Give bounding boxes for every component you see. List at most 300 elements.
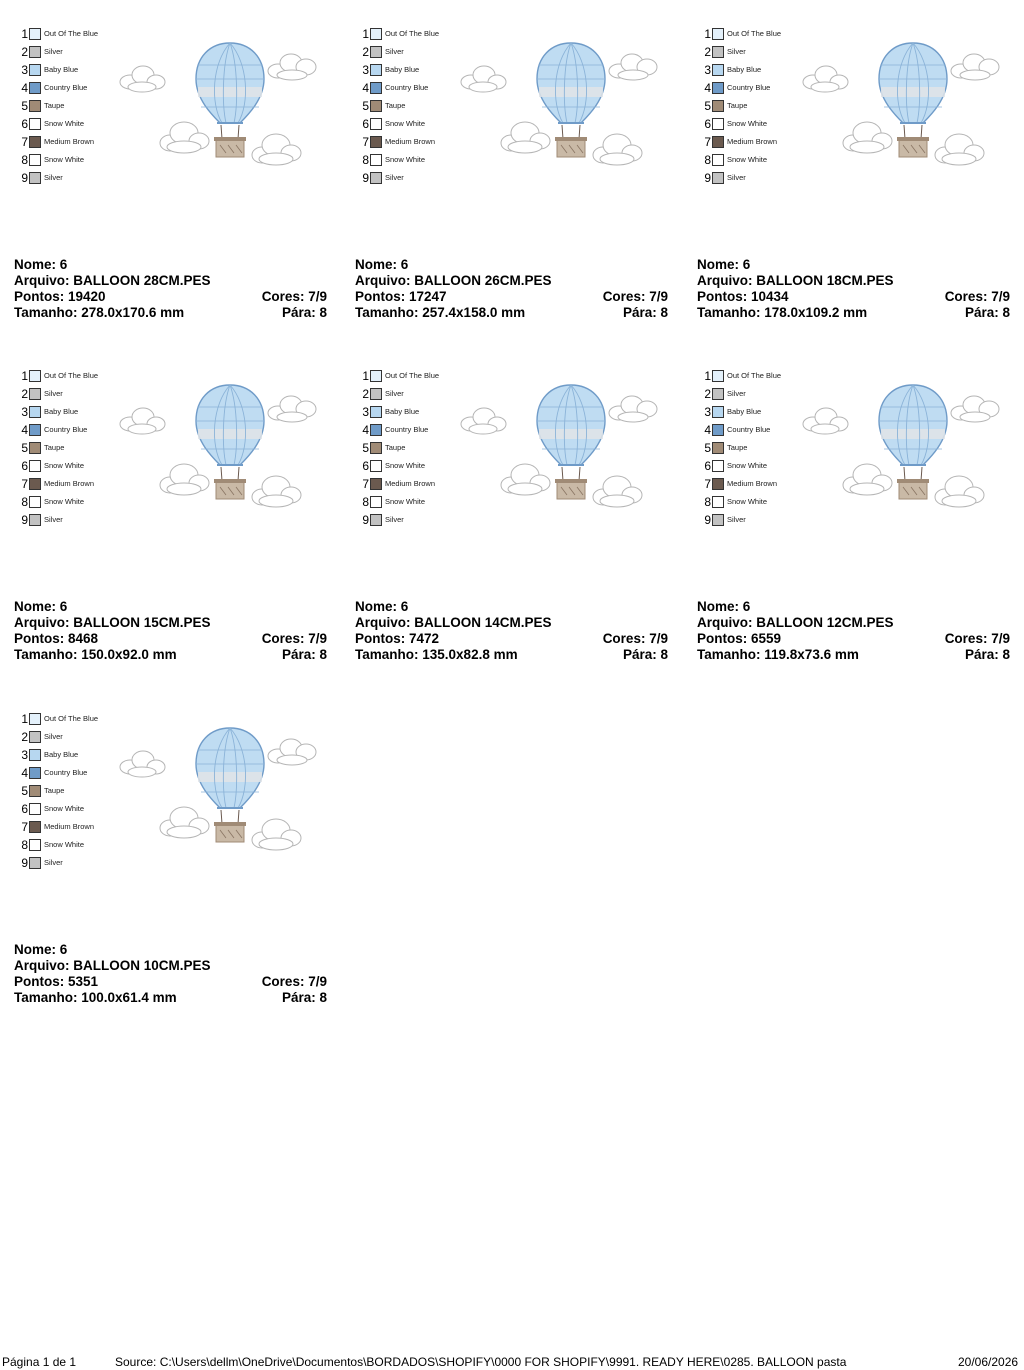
thread-color-name: Silver <box>727 389 746 398</box>
color-count-value: 7/9 <box>991 289 1010 304</box>
name-label: Nome: <box>697 257 740 272</box>
info-row-size <box>355 305 668 321</box>
balloon-basket <box>555 479 587 499</box>
thread-palette <box>14 367 98 529</box>
cloud-top-right <box>609 54 657 80</box>
palette-entry <box>355 511 439 529</box>
balloon-design-preview <box>459 377 659 512</box>
thread-color-name: Medium Brown <box>385 479 436 488</box>
colors-label: Cores: <box>261 289 305 304</box>
thread-color-name: Taupe <box>727 443 748 452</box>
balloon-ropes <box>900 465 926 481</box>
palette-entry-number: 3 <box>21 405 28 419</box>
design-card <box>355 0 675 335</box>
palette-entry <box>697 403 781 421</box>
palette-entry-number: 9 <box>21 513 28 527</box>
palette-entry <box>14 421 98 439</box>
palette-entry <box>697 133 781 151</box>
thread-color-name: Silver <box>44 858 63 867</box>
print-date: 20/06/2026 <box>958 1355 1019 1369</box>
thread-color-name: Country Blue <box>44 425 88 434</box>
palette-entry-number: 4 <box>362 423 369 437</box>
thread-color-swatch <box>29 424 41 436</box>
cloud-bottom-right <box>935 134 984 165</box>
info-row-file <box>697 273 1010 289</box>
design-size-value: 150.0x92.0 mm <box>81 647 177 662</box>
thread-color-name: Snow White <box>727 119 768 128</box>
cloud-top-right <box>609 396 657 422</box>
file-label: Arquivo: <box>355 615 411 630</box>
info-row-size <box>355 647 668 663</box>
cloud-bottom-right <box>252 476 301 507</box>
palette-entry-number: 9 <box>704 171 711 185</box>
palette-entry <box>14 61 98 79</box>
source-path: Source: C:\Users\dellm\OneDrive\Documentos\BORDADOS\SHOPIFY\0000 FOR SHOPIFY\9991. READY HERE\0285. BALLOON pasta <box>115 1355 847 1369</box>
size-label: Tamanho: <box>355 305 419 320</box>
stops-label: Pára: <box>281 305 316 320</box>
balloon-ropes <box>558 465 584 481</box>
palette-entry-number: 1 <box>21 369 28 383</box>
thread-color-name: Country Blue <box>44 83 88 92</box>
palette-entry-number: 8 <box>21 838 28 852</box>
palette-entry <box>697 493 781 511</box>
cloud-top-left <box>120 66 165 92</box>
palette-entry <box>14 25 98 43</box>
palette-entry <box>697 511 781 529</box>
thread-color-swatch <box>370 28 382 40</box>
info-row-file <box>355 273 668 289</box>
thread-color-swatch <box>29 46 41 58</box>
palette-entry-number: 2 <box>21 387 28 401</box>
thread-color-swatch <box>712 46 724 58</box>
palette-entry-number: 2 <box>21 730 28 744</box>
design-info <box>14 257 327 321</box>
info-row-stitches <box>14 289 327 305</box>
balloon-design-preview <box>801 377 1001 512</box>
palette-entry <box>697 385 781 403</box>
balloon-design-preview <box>801 35 1001 170</box>
name-label: Nome: <box>355 257 398 272</box>
palette-entry-number: 8 <box>704 495 711 509</box>
color-count-value: 7/9 <box>991 631 1010 646</box>
thread-color-name: Taupe <box>44 786 65 795</box>
thread-color-swatch <box>712 82 724 94</box>
thread-color-swatch <box>29 82 41 94</box>
cloud-top-right <box>268 396 316 422</box>
cloud-bottom-right <box>935 476 984 507</box>
thread-color-swatch <box>29 136 41 148</box>
thread-color-swatch <box>29 460 41 472</box>
cloud-top-left <box>461 408 506 434</box>
palette-entry <box>697 25 781 43</box>
balloon-basket <box>214 479 246 499</box>
thread-color-name: Out Of The Blue <box>385 371 440 380</box>
thread-color-name: Medium Brown <box>385 137 436 146</box>
palette-entry <box>355 25 439 43</box>
thread-color-name: Snow White <box>727 461 768 470</box>
balloon-ropes <box>217 808 243 824</box>
size-label: Tamanho: <box>355 647 419 662</box>
palette-entry-number: 8 <box>362 495 369 509</box>
thread-color-swatch <box>29 442 41 454</box>
file-name-value: BALLOON 10CM.PES <box>73 958 211 973</box>
design-size-value: 119.8x73.6 mm <box>764 647 859 662</box>
palette-entry <box>355 115 439 133</box>
cloud-bottom-left <box>160 122 209 153</box>
stitches-label: Pontos: <box>697 631 748 646</box>
stitch-count-value: 6559 <box>751 631 782 646</box>
colors-label: Cores: <box>944 631 988 646</box>
balloon-basket <box>897 137 929 157</box>
thread-color-name: Snow White <box>385 461 426 470</box>
palette-entry <box>14 169 98 187</box>
thread-color-name: Silver <box>727 47 746 56</box>
stop-count-value: 8 <box>319 990 327 1005</box>
palette-entry <box>14 79 98 97</box>
thread-color-swatch <box>370 154 382 166</box>
thread-color-swatch <box>370 442 382 454</box>
palette-entry <box>355 421 439 439</box>
thread-color-name: Snow White <box>385 119 426 128</box>
thread-color-swatch <box>712 478 724 490</box>
cloud-top-right <box>268 54 316 80</box>
palette-entry-number: 3 <box>362 405 369 419</box>
palette-entry-number: 4 <box>21 423 28 437</box>
design-info <box>697 257 1010 321</box>
palette-entry-number: 4 <box>704 81 711 95</box>
thread-color-swatch <box>712 424 724 436</box>
design-name-value: 6 <box>400 599 409 614</box>
palette-entry <box>14 385 98 403</box>
thread-color-swatch <box>712 136 724 148</box>
thread-color-name: Silver <box>727 173 746 182</box>
palette-entry-number: 5 <box>704 441 711 455</box>
stitches-label: Pontos: <box>14 631 65 646</box>
palette-entry-number: 9 <box>704 513 711 527</box>
stop-count-value: 8 <box>660 305 668 320</box>
colors-label: Cores: <box>944 289 988 304</box>
stops-label: Pára: <box>964 305 999 320</box>
thread-color-swatch <box>370 424 382 436</box>
palette-entry-number: 6 <box>362 117 369 131</box>
thread-color-swatch <box>712 100 724 112</box>
file-name-value: BALLOON 12CM.PES <box>756 615 894 630</box>
thread-color-name: Snow White <box>44 119 85 128</box>
thread-color-name: Out Of The Blue <box>44 29 99 38</box>
stitches-label: Pontos: <box>697 289 748 304</box>
palette-entry <box>697 367 781 385</box>
palette-entry <box>355 439 439 457</box>
thread-color-name: Out Of The Blue <box>727 371 782 380</box>
thread-color-name: Silver <box>44 389 63 398</box>
palette-entry-number: 8 <box>704 153 711 167</box>
balloon-ropes <box>558 123 584 139</box>
palette-entry <box>697 475 781 493</box>
palette-entry <box>355 385 439 403</box>
thread-color-name: Snow White <box>727 497 768 506</box>
design-card <box>14 342 334 677</box>
thread-color-swatch <box>712 28 724 40</box>
name-label: Nome: <box>14 942 57 957</box>
thread-color-swatch <box>29 803 41 815</box>
thread-color-swatch <box>370 82 382 94</box>
balloon-envelope <box>537 43 605 123</box>
thread-color-name: Silver <box>44 47 63 56</box>
file-name-value: BALLOON 26CM.PES <box>414 273 552 288</box>
palette-entry <box>697 151 781 169</box>
name-label: Nome: <box>697 599 740 614</box>
thread-color-name: Taupe <box>385 443 406 452</box>
thread-color-swatch <box>29 514 41 526</box>
info-row-size <box>697 647 1010 663</box>
palette-entry-number: 4 <box>362 81 369 95</box>
thread-color-name: Taupe <box>44 443 65 452</box>
palette-entry <box>355 133 439 151</box>
stitch-count-value: 7472 <box>409 631 440 646</box>
thread-color-swatch <box>29 406 41 418</box>
design-info <box>697 599 1010 663</box>
file-label: Arquivo: <box>355 273 411 288</box>
thread-color-swatch <box>29 821 41 833</box>
palette-entry <box>14 728 98 746</box>
thread-color-swatch <box>29 785 41 797</box>
size-label: Tamanho: <box>697 305 761 320</box>
info-row-size <box>14 647 327 663</box>
thread-color-swatch <box>29 731 41 743</box>
info-row-stitches <box>355 631 668 647</box>
balloon-basket <box>214 137 246 157</box>
thread-color-swatch <box>29 370 41 382</box>
balloon-envelope <box>879 385 947 465</box>
thread-color-name: Snow White <box>44 840 85 849</box>
thread-color-swatch <box>370 478 382 490</box>
thread-color-swatch <box>370 460 382 472</box>
palette-entry-number: 8 <box>362 153 369 167</box>
palette-entry <box>697 97 781 115</box>
colors-label: Cores: <box>602 289 646 304</box>
thread-color-name: Silver <box>44 173 63 182</box>
palette-entry <box>697 79 781 97</box>
colors-label: Cores: <box>602 631 646 646</box>
palette-entry-number: 1 <box>704 27 711 41</box>
palette-entry-number: 7 <box>362 135 369 149</box>
design-card <box>697 342 1017 677</box>
palette-entry-number: 1 <box>21 712 28 726</box>
cloud-bottom-left <box>160 464 209 495</box>
thread-color-name: Medium Brown <box>727 137 778 146</box>
design-info <box>355 599 668 663</box>
palette-entry-number: 2 <box>21 45 28 59</box>
design-info <box>355 257 668 321</box>
thread-color-name: Country Blue <box>385 425 429 434</box>
palette-entry-number: 1 <box>362 369 369 383</box>
stops-label: Pára: <box>281 990 316 1005</box>
color-count-value: 7/9 <box>308 974 327 989</box>
info-row-name <box>14 942 327 958</box>
file-name-value: BALLOON 14CM.PES <box>414 615 552 630</box>
name-label: Nome: <box>355 599 398 614</box>
cloud-top-left <box>461 66 506 92</box>
design-name-value: 6 <box>742 257 751 272</box>
design-name-value: 6 <box>59 257 68 272</box>
palette-entry <box>14 115 98 133</box>
palette-entry <box>355 403 439 421</box>
palette-entry <box>697 439 781 457</box>
file-name-value: BALLOON 15CM.PES <box>73 615 211 630</box>
palette-entry-number: 6 <box>21 802 28 816</box>
stitches-label: Pontos: <box>355 289 406 304</box>
palette-entry-number: 7 <box>704 477 711 491</box>
thread-color-name: Baby Blue <box>727 407 762 416</box>
balloon-ropes <box>217 123 243 139</box>
file-label: Arquivo: <box>14 615 70 630</box>
palette-entry <box>355 457 439 475</box>
thread-color-name: Snow White <box>385 497 426 506</box>
thread-color-swatch <box>29 857 41 869</box>
design-info <box>14 942 327 1006</box>
color-count-value: 7/9 <box>308 289 327 304</box>
palette-entry-number: 5 <box>21 784 28 798</box>
file-label: Arquivo: <box>14 958 70 973</box>
palette-entry <box>14 475 98 493</box>
palette-entry-number: 1 <box>704 369 711 383</box>
palette-entry-number: 3 <box>704 63 711 77</box>
stops-label: Pára: <box>964 647 999 662</box>
palette-entry-number: 6 <box>704 459 711 473</box>
balloon-envelope <box>879 43 947 123</box>
cloud-bottom-left <box>843 122 892 153</box>
palette-entry <box>14 511 98 529</box>
thread-color-swatch <box>370 118 382 130</box>
thread-color-swatch <box>712 406 724 418</box>
thread-color-name: Out Of The Blue <box>727 29 782 38</box>
balloon-basket <box>555 137 587 157</box>
palette-entry-number: 6 <box>21 459 28 473</box>
file-label: Arquivo: <box>697 273 753 288</box>
thread-color-name: Taupe <box>44 101 65 110</box>
design-size-value: 257.4x158.0 mm <box>422 305 526 320</box>
thread-color-swatch <box>370 172 382 184</box>
thread-color-name: Baby Blue <box>385 407 420 416</box>
palette-entry <box>14 854 98 872</box>
palette-entry-number: 5 <box>704 99 711 113</box>
page-footer <box>0 1354 1024 1370</box>
palette-entry <box>14 97 98 115</box>
thread-color-swatch <box>29 713 41 725</box>
palette-entry <box>14 43 98 61</box>
palette-entry <box>14 800 98 818</box>
cloud-top-right <box>951 396 999 422</box>
thread-color-swatch <box>370 496 382 508</box>
cloud-bottom-right <box>593 134 642 165</box>
thread-color-swatch <box>712 172 724 184</box>
thread-color-swatch <box>29 749 41 761</box>
palette-entry <box>355 169 439 187</box>
palette-entry <box>355 97 439 115</box>
file-label: Arquivo: <box>697 615 753 630</box>
palette-entry <box>697 115 781 133</box>
design-name-value: 6 <box>742 599 751 614</box>
stop-count-value: 8 <box>660 647 668 662</box>
thread-color-name: Silver <box>385 515 404 524</box>
palette-entry-number: 4 <box>21 81 28 95</box>
palette-entry-number: 2 <box>704 387 711 401</box>
info-row-file <box>355 615 668 631</box>
stop-count-value: 8 <box>319 305 327 320</box>
palette-entry <box>14 457 98 475</box>
palette-entry-number: 5 <box>362 99 369 113</box>
palette-entry <box>697 457 781 475</box>
stops-label: Pára: <box>622 647 657 662</box>
size-label: Tamanho: <box>14 990 78 1005</box>
info-row-size <box>14 305 327 321</box>
thread-color-swatch <box>712 514 724 526</box>
palette-entry <box>355 493 439 511</box>
design-name-value: 6 <box>59 599 68 614</box>
thread-color-swatch <box>29 767 41 779</box>
info-row-file <box>697 615 1010 631</box>
stitch-count-value: 8468 <box>68 631 99 646</box>
thread-color-name: Out Of The Blue <box>44 714 99 723</box>
thread-color-swatch <box>29 118 41 130</box>
palette-entry-number: 9 <box>362 513 369 527</box>
stitches-label: Pontos: <box>14 974 65 989</box>
thread-color-name: Out Of The Blue <box>44 371 99 380</box>
thread-palette <box>14 25 98 187</box>
palette-entry <box>697 43 781 61</box>
color-count-value: 7/9 <box>649 289 668 304</box>
balloon-design-preview <box>118 720 318 855</box>
palette-entry-number: 2 <box>362 45 369 59</box>
stitch-count-value: 17247 <box>409 289 447 304</box>
stitch-count-value: 5351 <box>68 974 99 989</box>
thread-color-swatch <box>712 460 724 472</box>
palette-entry <box>14 746 98 764</box>
palette-entry <box>14 782 98 800</box>
thread-color-name: Snow White <box>385 155 426 164</box>
palette-entry <box>14 493 98 511</box>
page-number: Página 1 de 1 <box>2 1355 77 1369</box>
size-label: Tamanho: <box>14 305 78 320</box>
design-card <box>14 0 334 335</box>
palette-entry-number: 9 <box>362 171 369 185</box>
cloud-bottom-right <box>252 819 301 850</box>
palette-entry-number: 4 <box>21 766 28 780</box>
stitches-label: Pontos: <box>14 289 65 304</box>
design-name-value: 6 <box>59 942 68 957</box>
info-row-size <box>697 305 1010 321</box>
info-row-stitches <box>697 631 1010 647</box>
thread-color-name: Snow White <box>44 804 85 813</box>
palette-entry <box>14 818 98 836</box>
palette-entry-number: 7 <box>21 820 28 834</box>
design-size-value: 178.0x109.2 mm <box>764 305 868 320</box>
cloud-bottom-left <box>160 807 209 838</box>
size-label: Tamanho: <box>14 647 78 662</box>
thread-color-name: Baby Blue <box>44 407 79 416</box>
balloon-design-preview <box>118 35 318 170</box>
name-label: Nome: <box>14 599 57 614</box>
stitches-label: Pontos: <box>355 631 406 646</box>
thread-color-swatch <box>29 64 41 76</box>
thread-color-swatch <box>370 406 382 418</box>
palette-entry <box>697 61 781 79</box>
design-size-value: 278.0x170.6 mm <box>81 305 185 320</box>
thread-color-name: Medium Brown <box>727 479 778 488</box>
balloon-ropes <box>217 465 243 481</box>
thread-color-swatch <box>29 100 41 112</box>
thread-color-swatch <box>370 388 382 400</box>
